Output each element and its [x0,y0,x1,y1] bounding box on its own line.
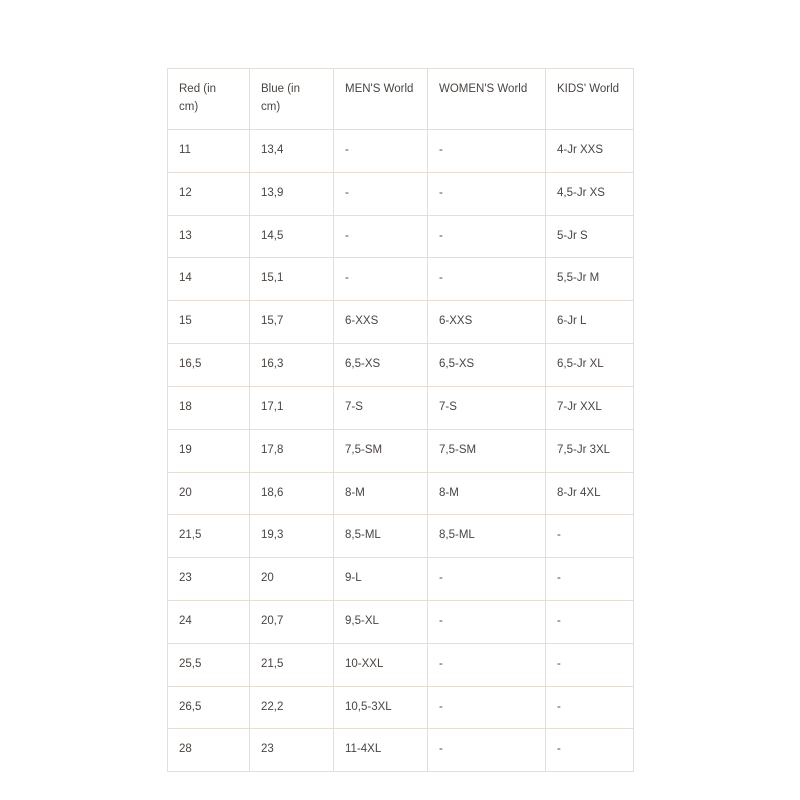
table-row [168,558,634,601]
cell-red-cm: 26,5 [168,686,250,729]
cell-blue-cm: 15,7 [250,301,334,344]
cell-blue-cm: 20 [250,558,334,601]
cell-mens-world: 9-L [334,558,428,601]
cell-kids-world: - [546,558,634,601]
table-row [168,686,634,729]
column-header-mens-world: MEN'S World [334,69,428,130]
cell-kids-world: 8-Jr 4XL [546,472,634,515]
column-header-red-cm: Red (in cm) [168,69,250,130]
cell-blue-cm: 19,3 [250,515,334,558]
cell-womens-world: - [428,258,546,301]
cell-kids-world: 7,5-Jr 3XL [546,429,634,472]
cell-blue-cm: 21,5 [250,643,334,686]
cell-womens-world: - [428,130,546,173]
cell-womens-world: - [428,729,546,772]
size-chart-table [167,68,634,772]
cell-red-cm: 24 [168,600,250,643]
cell-mens-world: 7,5-SM [334,429,428,472]
table-row [168,515,634,558]
cell-womens-world: 7-S [428,386,546,429]
cell-womens-world: - [428,172,546,215]
cell-red-cm: 23 [168,558,250,601]
cell-mens-world: - [334,172,428,215]
table-row [168,344,634,387]
cell-blue-cm: 14,5 [250,215,334,258]
table-row [168,386,634,429]
cell-blue-cm: 15,1 [250,258,334,301]
cell-red-cm: 19 [168,429,250,472]
cell-blue-cm: 20,7 [250,600,334,643]
cell-womens-world: - [428,215,546,258]
table-row [168,472,634,515]
cell-red-cm: 14 [168,258,250,301]
cell-blue-cm: 17,8 [250,429,334,472]
cell-mens-world: 10-XXL [334,643,428,686]
cell-red-cm: 11 [168,130,250,173]
cell-mens-world: - [334,130,428,173]
cell-kids-world: - [546,643,634,686]
cell-kids-world: 5,5-Jr M [546,258,634,301]
cell-kids-world: - [546,686,634,729]
column-header-blue-cm: Blue (in cm) [250,69,334,130]
cell-blue-cm: 16,3 [250,344,334,387]
cell-womens-world: 6,5-XS [428,344,546,387]
cell-kids-world: 4,5-Jr XS [546,172,634,215]
cell-red-cm: 13 [168,215,250,258]
cell-womens-world: - [428,600,546,643]
table-row [168,215,634,258]
cell-kids-world: 4-Jr XXS [546,130,634,173]
cell-womens-world: 8,5-ML [428,515,546,558]
table-row [168,258,634,301]
table-header-row [168,69,634,130]
cell-blue-cm: 22,2 [250,686,334,729]
column-header-womens-world: WOMEN'S World [428,69,546,130]
cell-red-cm: 18 [168,386,250,429]
cell-mens-world: 10,5-3XL [334,686,428,729]
cell-red-cm: 12 [168,172,250,215]
cell-red-cm: 16,5 [168,344,250,387]
cell-mens-world: 9,5-XL [334,600,428,643]
cell-kids-world: - [546,600,634,643]
cell-mens-world: 6,5-XS [334,344,428,387]
cell-womens-world: 8-M [428,472,546,515]
cell-mens-world: 8-M [334,472,428,515]
cell-mens-world: 11-4XL [334,729,428,772]
cell-mens-world: 8,5-ML [334,515,428,558]
table-row [168,172,634,215]
cell-mens-world: 6-XXS [334,301,428,344]
cell-kids-world: 5-Jr S [546,215,634,258]
cell-blue-cm: 13,4 [250,130,334,173]
cell-womens-world: - [428,643,546,686]
table-row [168,130,634,173]
cell-womens-world: - [428,686,546,729]
cell-kids-world: - [546,515,634,558]
table-header [168,69,634,130]
cell-red-cm: 15 [168,301,250,344]
cell-kids-world: 6-Jr L [546,301,634,344]
cell-womens-world: - [428,558,546,601]
cell-mens-world: - [334,258,428,301]
cell-kids-world: 6,5-Jr XL [546,344,634,387]
cell-mens-world: - [334,215,428,258]
table-body [168,130,634,772]
cell-kids-world: 7-Jr XXL [546,386,634,429]
cell-blue-cm: 23 [250,729,334,772]
table-row [168,729,634,772]
cell-red-cm: 28 [168,729,250,772]
table-row [168,429,634,472]
column-header-kids-world: KIDS' World [546,69,634,130]
cell-mens-world: 7-S [334,386,428,429]
table-row [168,600,634,643]
cell-red-cm: 21,5 [168,515,250,558]
table-row [168,643,634,686]
cell-womens-world: 6-XXS [428,301,546,344]
cell-blue-cm: 13,9 [250,172,334,215]
cell-kids-world: - [546,729,634,772]
size-chart-container [167,68,633,772]
cell-red-cm: 20 [168,472,250,515]
cell-blue-cm: 17,1 [250,386,334,429]
cell-womens-world: 7,5-SM [428,429,546,472]
cell-red-cm: 25,5 [168,643,250,686]
table-row [168,301,634,344]
cell-blue-cm: 18,6 [250,472,334,515]
